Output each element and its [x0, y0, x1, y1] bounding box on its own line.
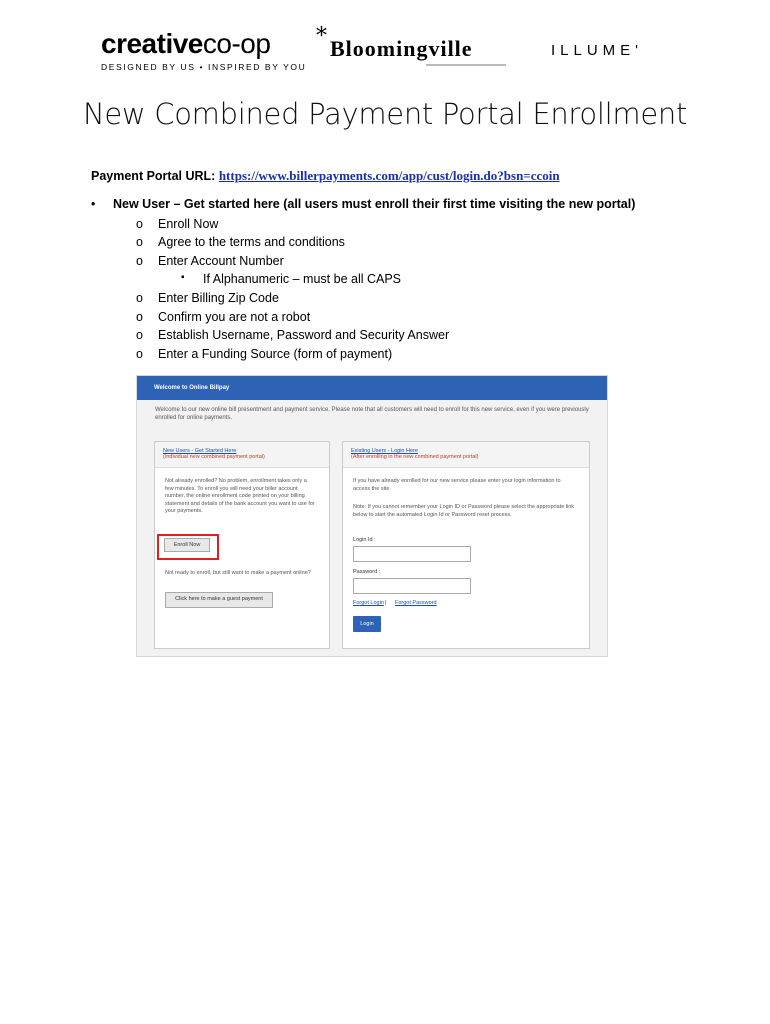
logo-creative-light: co-op	[202, 28, 271, 59]
billpay-screenshot	[136, 375, 608, 657]
page-title: New Combined Payment Portal Enrollment	[82, 97, 688, 131]
sub-marker: o	[136, 217, 143, 231]
login-button[interactable]: Login	[353, 616, 381, 632]
existing-users-header	[343, 442, 589, 468]
list-item: Enter a Funding Source (form of payment)	[158, 347, 393, 361]
screenshot-title-bar: Welcome to Online Billpay	[137, 376, 607, 400]
new-users-heading: New Users - Get Started Here	[163, 448, 237, 454]
guest-payment-button[interactable]: Click here to make a guest payment	[165, 592, 273, 608]
list-item: Enter Billing Zip Code	[158, 291, 279, 305]
subsub-marker: ▪	[181, 272, 185, 283]
sub-marker: o	[136, 291, 143, 305]
logo-bar	[0, 26, 770, 76]
illume-logo: ILLUME'	[551, 42, 644, 59]
password-input[interactable]	[353, 578, 471, 594]
existing-users-note: (After enrolling in the new combined payment portal)	[351, 454, 479, 460]
list-item: Enter Account Number	[158, 254, 284, 268]
existing-users-panel	[342, 441, 590, 649]
new-users-panel	[154, 441, 330, 649]
reset-note-text: Note: If you cannot remember your Login ID or Password please select the appropriate link below to start the automated Login Id or Password reset process.	[353, 504, 575, 518]
sub-marker: o	[136, 328, 143, 342]
list-item: Enroll Now	[158, 217, 219, 231]
new-users-text: Not already enrolled? No problem, enrollment takes only a few minutes. To enroll you will need your biller account number, the online enrollment code printed on your billing statement and details of the bank account you want to use for your payments.	[165, 478, 315, 514]
sub-marker: o	[136, 235, 143, 249]
list-item: Establish Username, Password and Security Answer	[158, 328, 450, 342]
sub-marker: o	[136, 347, 143, 361]
password-label: Password :	[353, 569, 381, 575]
forgot-password-link[interactable]: Forgot Password	[395, 600, 437, 606]
list-item-new-user: New User – Get started here (all users must enroll their first time visiting the new portal)	[113, 197, 636, 211]
star-icon: *	[316, 24, 327, 49]
new-users-header	[155, 442, 329, 468]
existing-users-heading: Existing Users - Login Here	[351, 448, 418, 454]
portal-url-line	[91, 168, 560, 184]
existing-users-text: If you have already enrolled for our new service please enter your login information to access the site.	[353, 478, 561, 492]
list-item: Agree to the terms and conditions	[158, 235, 345, 249]
list-bullet: •	[91, 197, 96, 211]
logo-bloomingville: Bloomingville	[330, 36, 473, 61]
new-users-note: (Individual new combined payment portal)	[163, 454, 265, 460]
list-item: If Alphanumeric – must be all CAPS	[203, 272, 402, 286]
portal-url-link[interactable]: https://www.billerpayments.com/app/cust/login.do?bsn=ccoin	[218, 168, 560, 183]
sub-marker: o	[136, 310, 143, 324]
login-id-input[interactable]	[353, 546, 471, 562]
login-id-label: Login Id :	[353, 537, 376, 543]
list-item: Confirm you are not a robot	[158, 310, 311, 324]
sub-marker: o	[136, 254, 143, 268]
logo-tagline: DESIGNED BY US • INSPIRED BY YOU	[101, 62, 307, 72]
guest-payment-text: Not ready to enroll, but still want to make a payment online?	[165, 570, 311, 576]
enroll-now-button[interactable]: Enroll Now	[164, 538, 210, 552]
screenshot-intro: Welcome to our new online bill presentment and payment service. Please note that all customers will need to enroll for this new service, even if you were previously enrolled for online payments.	[155, 407, 589, 421]
forgot-login-link[interactable]: Forgot Login	[353, 600, 384, 606]
logo-creative-bold: creative	[101, 28, 203, 59]
creative-coop-logo	[101, 30, 306, 72]
forgot-separator: |	[385, 600, 387, 606]
portal-url-label: Payment Portal URL:	[91, 169, 216, 183]
logo-subline	[426, 64, 506, 66]
